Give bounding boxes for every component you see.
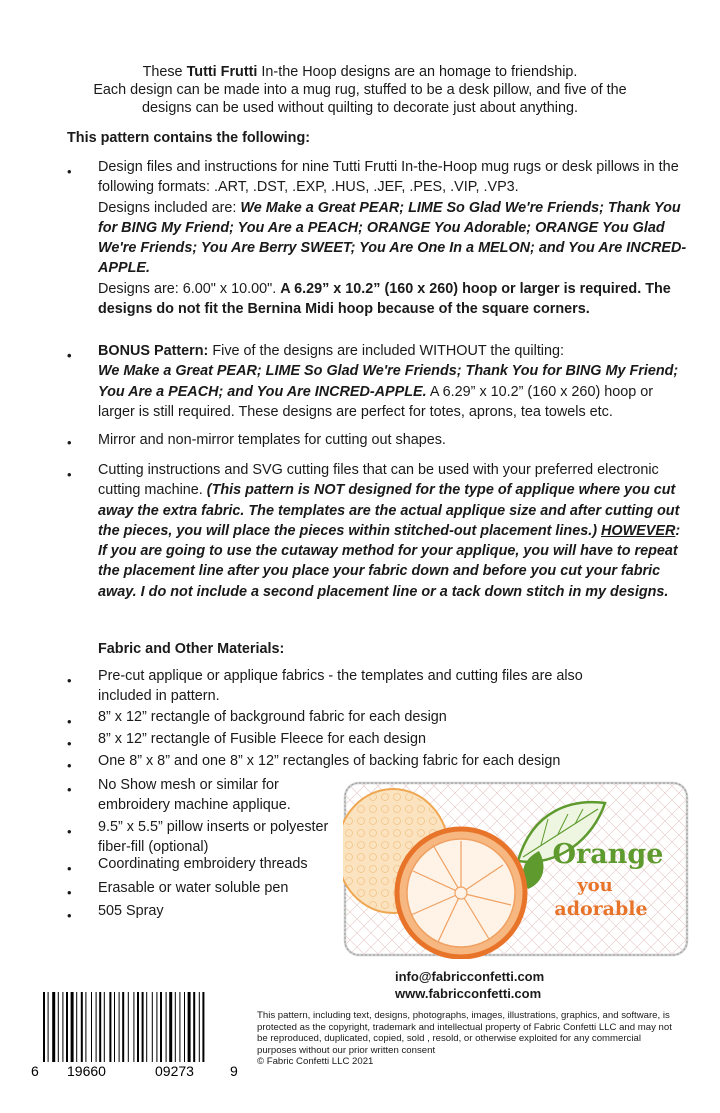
bullet-m6: • bbox=[67, 824, 72, 839]
barcode-bar bbox=[99, 992, 101, 1062]
barcode-digit-4: 9 bbox=[230, 1063, 238, 1079]
barcode-digit-2: 19660 bbox=[67, 1063, 106, 1079]
intro-line-1-bold: Tutti Frutti bbox=[186, 64, 258, 80]
barcode-bar bbox=[188, 992, 191, 1062]
intro-line-1-pre: These bbox=[142, 64, 187, 80]
intro-line-2: Each design can be made into a mug rug, stuffed to be a desk pillow, and five of the bbox=[93, 82, 627, 98]
bullet-1: • bbox=[67, 164, 72, 179]
materials-item: One 8” x 8” and one 8” x 12” rectangles of backing fabric for each design bbox=[98, 753, 561, 769]
barcode-bar bbox=[179, 992, 180, 1062]
email-link[interactable]: info@fabricconfetti.com bbox=[395, 969, 545, 984]
materials-item: Erasable or water soluble pen bbox=[98, 880, 289, 896]
barcode-bar bbox=[76, 992, 77, 1062]
materials-item: 8” x 12” rectangle of Fusible Fleece for each design bbox=[98, 731, 426, 747]
hoop-requirement: A 6.29” x 10.2” (160 x 260) hoop or larger is required. The designs do not fit the Bernina Midi hoop because of the square corners. bbox=[98, 280, 671, 318]
barcode-bar bbox=[184, 992, 185, 1062]
barcode-bar bbox=[166, 992, 167, 1062]
barcode-bar bbox=[193, 992, 195, 1062]
barcode-bar bbox=[160, 992, 162, 1062]
barcode-bar bbox=[48, 992, 49, 1062]
barcode-bar bbox=[119, 992, 120, 1062]
materials-item: 505 Spray bbox=[98, 903, 164, 919]
however-label: HOWEVER bbox=[601, 522, 676, 539]
bullet-m2: • bbox=[67, 714, 72, 729]
bonus-list: We Make a Great PEAR; LIME So Glad We're Friends; Thank You for BING My Friend; You Are a PEACH; and You Are INCRED-APPLE. bbox=[98, 363, 679, 400]
legal-text: This pattern, including text, designs, photographs, images, illustrations, graphics, and software, is protected as the copyright, trademark and intellectual property of Fabric Confetti LLC and may not be reproduced, duplicated, copied, sold , resold, or otherwise exploited for any commercial purposes without our prior written consent bbox=[257, 1010, 672, 1056]
barcode-bar bbox=[137, 992, 139, 1062]
barcode-bar bbox=[104, 992, 105, 1062]
bullet-3: • bbox=[67, 435, 72, 450]
barcode-bar bbox=[199, 992, 200, 1062]
bullet-2: • bbox=[67, 348, 72, 363]
you-word: you bbox=[577, 875, 613, 896]
barcode-bar bbox=[202, 992, 204, 1062]
website-link[interactable]: www.fabricconfetti.com bbox=[395, 986, 542, 1001]
copyright-line: © Fabric Confetti LLC 2021 bbox=[257, 1056, 374, 1068]
barcode-bar bbox=[52, 992, 55, 1062]
bonus-rest: A 6.29” x 10.2” (160 x 260) hoop or larger is still required. These designs are perfect for totes, aprons, tea towels etc. bbox=[98, 383, 654, 420]
barcode-bar bbox=[146, 992, 147, 1062]
bonus-text: Five of the designs are included WITHOUT the quilting: bbox=[208, 343, 565, 359]
barcode-digit-1: 6 bbox=[31, 1063, 39, 1079]
barcode-bar bbox=[71, 992, 74, 1062]
barcode-bar bbox=[66, 992, 68, 1062]
bonus-label: BONUS Pattern: bbox=[98, 343, 209, 359]
materials-item: No Show mesh or similar for embroidery machine applique. bbox=[98, 777, 291, 814]
materials-item: 9.5” x 5.5” pillow inserts or polyester fiber-fill (optional) bbox=[98, 819, 329, 856]
materials-heading: Fabric and Other Materials: bbox=[98, 641, 285, 657]
contents-item-cutting bbox=[98, 460, 688, 602]
intro-line-3: designs can be used without quilting to decorate just about anything. bbox=[141, 100, 578, 116]
materials-item: Pre-cut applique or applique fabrics - the templates and cutting files are also included in pattern. bbox=[98, 668, 583, 705]
design-files-text: Design files and instructions for nine Tutti Frutti In-the-Hoop mug rugs or desk pillows in the following formats: .ART, .DST, .EXP, .HUS, .JEF, .PES, .VIP, .VP3. bbox=[98, 159, 679, 196]
barcode-bar bbox=[156, 992, 157, 1062]
contents-heading: This pattern contains the following: bbox=[67, 130, 311, 146]
barcode-bar bbox=[58, 992, 59, 1062]
barcode-bar bbox=[169, 992, 172, 1062]
orange-embroidery-image bbox=[343, 779, 690, 959]
barcode-bar bbox=[91, 992, 92, 1062]
contact-info bbox=[395, 968, 544, 1002]
designs-list: We Make a Great PEAR; LIME So Glad We're Friends; Thank You for BING My Friend; You Are a PEACH; ORANGE You Adorable; ORANGE You Glad We're Friends; You Are Berry SWEET; You Are One In a MELON; and You Are INCRED-APPLE. bbox=[98, 199, 687, 277]
designs-size: Designs are: 6.00" x 10.00". bbox=[98, 280, 281, 297]
bullet-m3: • bbox=[67, 736, 72, 751]
barcode-bar bbox=[109, 992, 111, 1062]
materials-item: Coordinating embroidery threads bbox=[98, 856, 308, 872]
bullet-m1: • bbox=[67, 673, 72, 688]
however-text: : If you are going to use the cutaway method for your applique, you will have to repeat the placement line after you place your fabric down and before you cut your fabric away. I do not include a second placement line or a tack down stitch in my designs. bbox=[98, 522, 681, 600]
bullet-m9: • bbox=[67, 908, 72, 923]
barcode-bar bbox=[85, 992, 86, 1062]
bullet-m7: • bbox=[67, 861, 72, 876]
barcode-bar bbox=[96, 992, 97, 1062]
orange-word: Orange bbox=[552, 839, 664, 870]
contents-item-bonus bbox=[98, 341, 688, 422]
bullet-m8: • bbox=[67, 885, 72, 900]
barcode-bar bbox=[128, 992, 129, 1062]
barcode-bar bbox=[133, 992, 134, 1062]
materials-item: 8” x 12” rectangle of background fabric for each design bbox=[98, 709, 447, 725]
cutting-text: Cutting instructions and SVG cutting files that can be used with your preferred electronic cutting machine. bbox=[98, 462, 659, 499]
copyright-notice bbox=[257, 1010, 677, 1068]
barcode bbox=[25, 990, 243, 1080]
barcode-bar bbox=[142, 992, 144, 1062]
bullet-m4: • bbox=[67, 758, 72, 773]
barcode-bar bbox=[81, 992, 83, 1062]
bullet-m5: • bbox=[67, 782, 72, 797]
cutting-note: (This pattern is NOT designed for the type of applique where you cut away the extra fabric. The templates are the actual applique size and after cutting out the pieces, you will place the pieces within stitched-out placement lines.) bbox=[98, 482, 680, 539]
contents-item-templates: Mirror and non-mirror templates for cutting out shapes. bbox=[98, 432, 446, 448]
barcode-bar bbox=[122, 992, 124, 1062]
designs-label: Designs included are: bbox=[98, 199, 241, 216]
barcode-bar bbox=[114, 992, 115, 1062]
barcode-bar bbox=[43, 992, 45, 1062]
barcode-bar bbox=[152, 992, 153, 1062]
barcode-bar bbox=[62, 992, 63, 1062]
intro-text bbox=[40, 63, 680, 117]
barcode-bar bbox=[175, 992, 176, 1062]
barcode-digit-3: 09273 bbox=[155, 1063, 194, 1079]
contents-item-design-files bbox=[98, 157, 688, 319]
adorable-word: adorable bbox=[554, 898, 648, 920]
intro-line-1-post: In-the Hoop designs are an homage to friendship. bbox=[257, 64, 578, 80]
bullet-4: • bbox=[67, 467, 72, 482]
